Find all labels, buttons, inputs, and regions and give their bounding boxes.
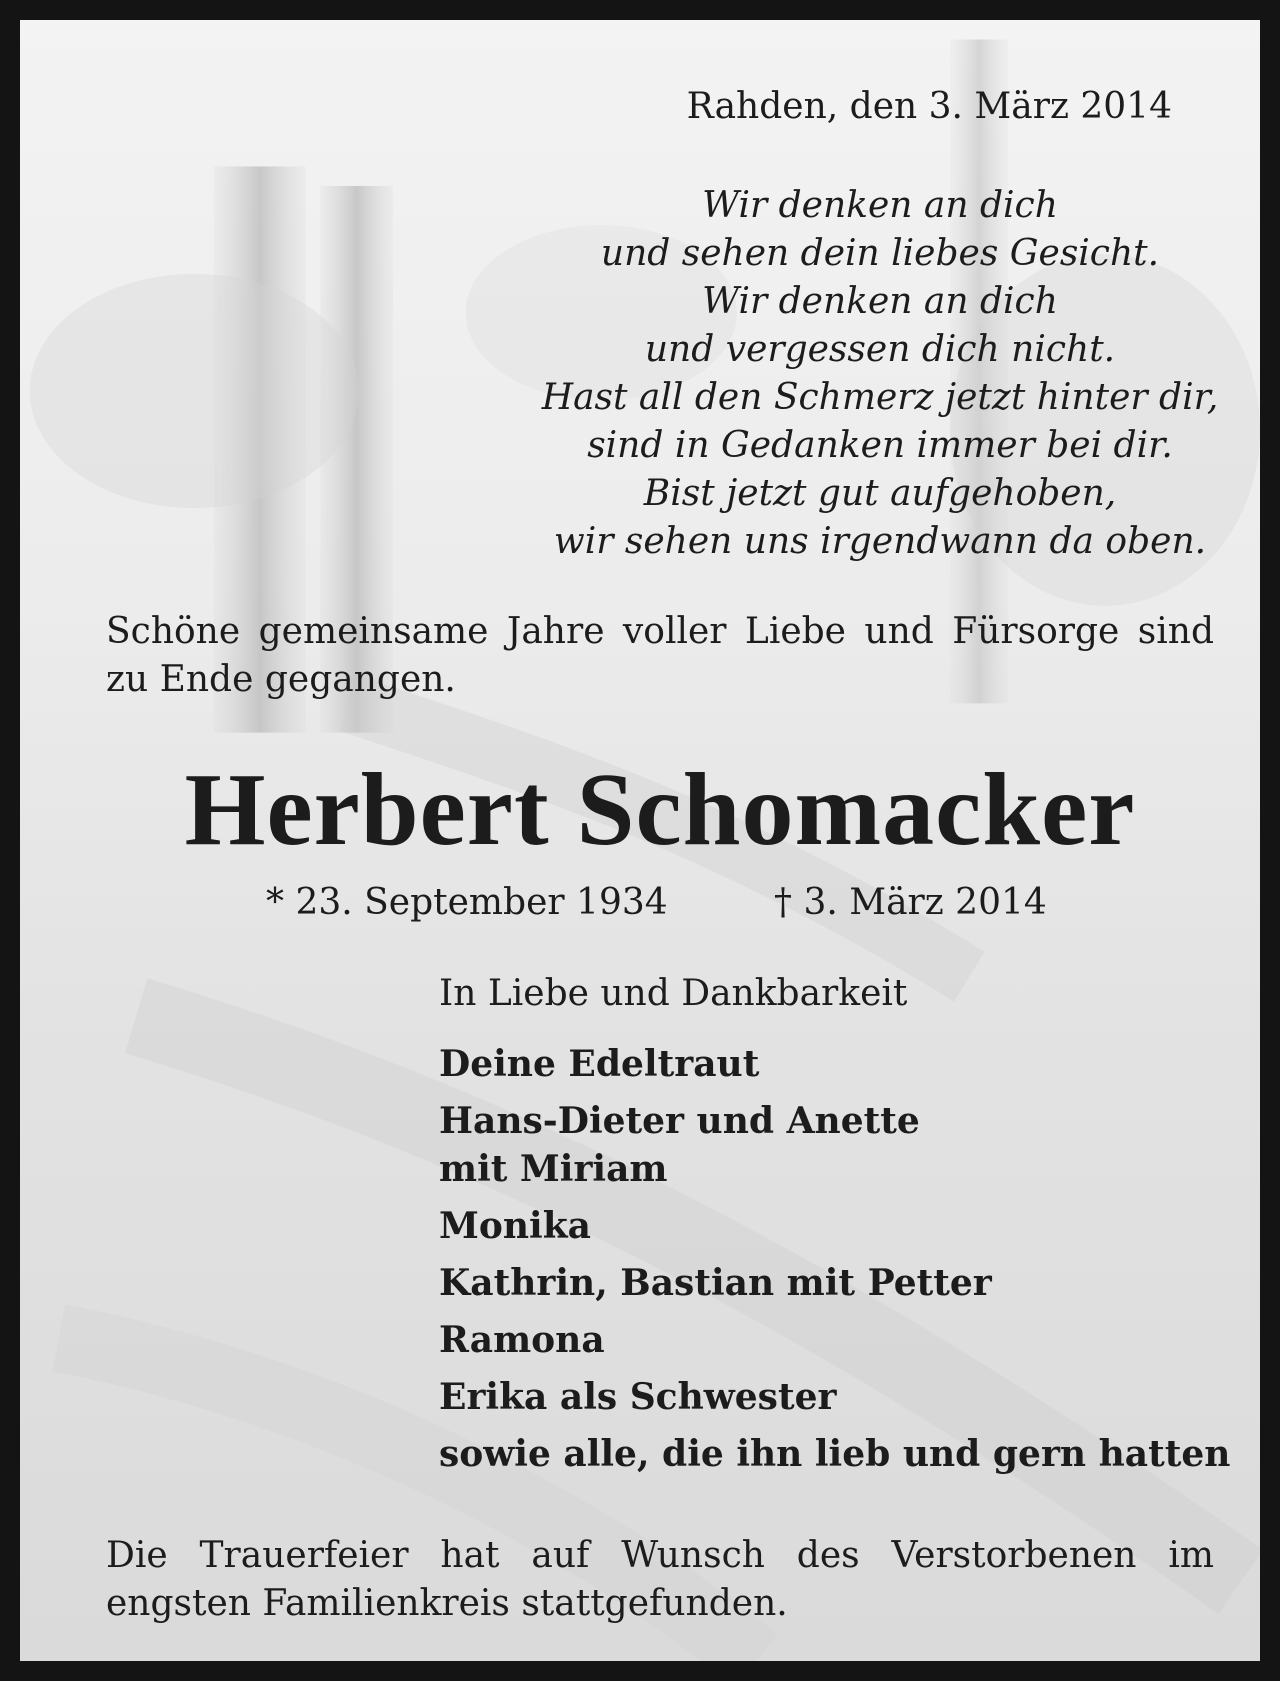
mourner-entry: Ramona [439,1319,605,1361]
mourner-entry: Monika [439,1205,591,1247]
mourner-entry: sowie alle, die ihn lieb und gern hatten [439,1433,1231,1475]
poem-line: Bist jetzt gut aufgehoben, [643,473,1117,514]
poem-line: und vergessen dich nicht. [644,329,1116,370]
mourner-entry: mit Miriam [439,1148,668,1190]
poem-line: wir sehen uns irgendwann da oben. [553,521,1207,562]
mourner-entry: Kathrin, Bastian mit Petter [439,1262,992,1304]
deceased-name: Herbert Schomacker [184,752,1136,867]
birth-date: * 23. September 1934 [266,882,668,923]
death-date: † 3. März 2014 [774,882,1047,923]
intro-text: Schöne gemeinsame Jahre voller Liebe und Fürsorge sind zu Ende gegangen. [106,611,1214,700]
place-and-date: Rahden, den 3. März 2014 [686,86,1172,127]
mourner-entry: Hans-Dieter und Anette [439,1100,920,1142]
mourners-list [439,1040,1230,1487]
gratitude-line: In Liebe und Dankbarkeit [439,973,908,1014]
poem-line: Wir denken an dich [702,185,1058,226]
poem-line: Hast all den Schmerz jetzt hinter dir, [541,377,1219,418]
mourner-entry: Deine Edeltraut [439,1043,760,1085]
poem-line: Wir denken an dich [702,281,1058,322]
funeral-note: Die Trauerfeier hat auf Wunsch des Verstorbenen im engsten Familienkreis stattgefunden. [106,1535,1214,1624]
mourner-entry: Erika als Schwester [439,1376,837,1418]
foliage [30,274,359,508]
poem-line: sind in Gedanken immer bei dir. [587,425,1173,466]
memorial-poem [540,182,1220,566]
poem-line: und sehen dein liebes Gesicht. [600,233,1160,274]
